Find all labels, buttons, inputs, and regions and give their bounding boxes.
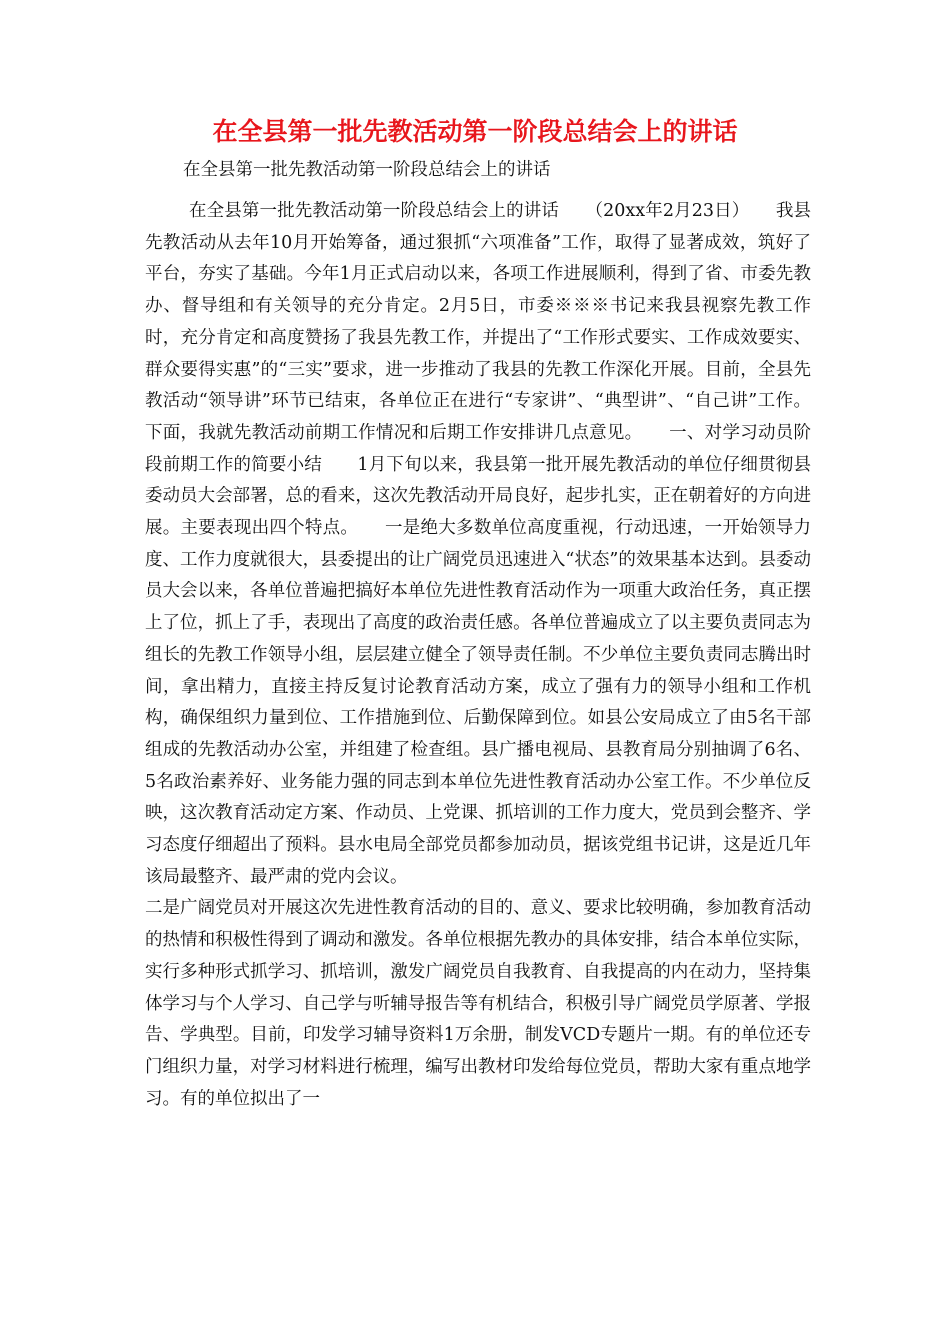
document-subtitle: 在全县第一批先教活动第一阶段总结会上的讲话 (183, 160, 551, 180)
body-paragraph-1: 在全县第一批先教活动第一阶段总结会上的讲话 （20xx年2月23日） 我县先教活动从去年10月开始筹备，通过狠抓“六项准备”工作，取得了显著成效，筑好了平台，夯实了基础。今年1月正式启动以来，各项工作进展顺利，得到了省、市委先教办、督导组和有关领导的充分肯定。2月5日，市委※※※书记来我县视察先教工作时，充分肯定和高度赞扬了我县先教工作，并提出了“工作形式要实、工作成效要实、群众要得实惠”的“三实”要求，进一步推动了我县的先教工作深化开展。目前，全县先教活动“领导讲”环节已结束，各单位正在进行“专家讲”、“典型讲”、“自己讲”工作。下面，我就先教活动前期工作情况和后期工作安排讲几点意见。 一、对学习动员阶段前期工作的简要小结 1月下旬以来，我县第一批开展先教活动的单位仔细贯彻县委动员大会部署，总的看来，这次先教活动开局良好，起步扎实，正在朝着好的方向进展。主要表现出四个特点。 一是绝大多数单位高度重视，行动迅速，一开始领导力度、工作力度就很大，县委提出的让广阔党员迅速进入“状态”的效果基本达到。县委动员大会以来，各单位普遍把搞好本单位先进性教育活动作为一项重大政治任务，真正摆上了位，抓上了手，表现出了高度的政治责任感。各单位普遍成立了以主要负责同志为组长的先教工作领导小组，层层建立健全了领导责任制。不少单位主要负责同志腾出时间，拿出精力，直接主持反复讨论教育活动方案，成立了强有力的领导小组和工作机构，确保组织力量到位、工作措施到位、后勤保障到位。如县公安局成立了由5名干部组成的先教活动办公室，并组建了检查组。县广播电视局、县教育局分别抽调了6名、5名政治素养好、业务能力强的同志到本单位先进性教育活动办公室工作。不少单位反映，这次教育活动定方案、作动员、上党课、抓培训的工作力度大，党员到会整齐、学习态度仔细超出了预料。县水电局全部党员都参加动员，据该党组书记讲，这是近几年该局最整齐、最严肃的党内会议。 (145, 201, 811, 887)
body-paragraph-2: 二是广阔党员对开展这次先进性教育活动的目的、意义、要求比较明确，参加教育活动的热情和积极性得到了调动和激发。各单位根据先教办的具体安排，结合本单位实际，实行多种形式抓学习、抓培训，激发广阔党员自我教育、自我提高的内在动力，坚持集体学习与个人学习、自己学与听辅导报告等有机结合，积极引导广阔党员学原著、学报告、学典型。目前，印发学习辅导资料1万余册，制发VCD专题片一期。有的单位还专门组织力量，对学习材料进行梳理，编写出教材印发给每位党员，帮助大家有重点地学习。有的单位拟出了一 (145, 898, 811, 1109)
document-title: 在全县第一批先教活动第一阶段总结会上的讲话 (212, 117, 738, 146)
document-body (145, 196, 811, 1115)
